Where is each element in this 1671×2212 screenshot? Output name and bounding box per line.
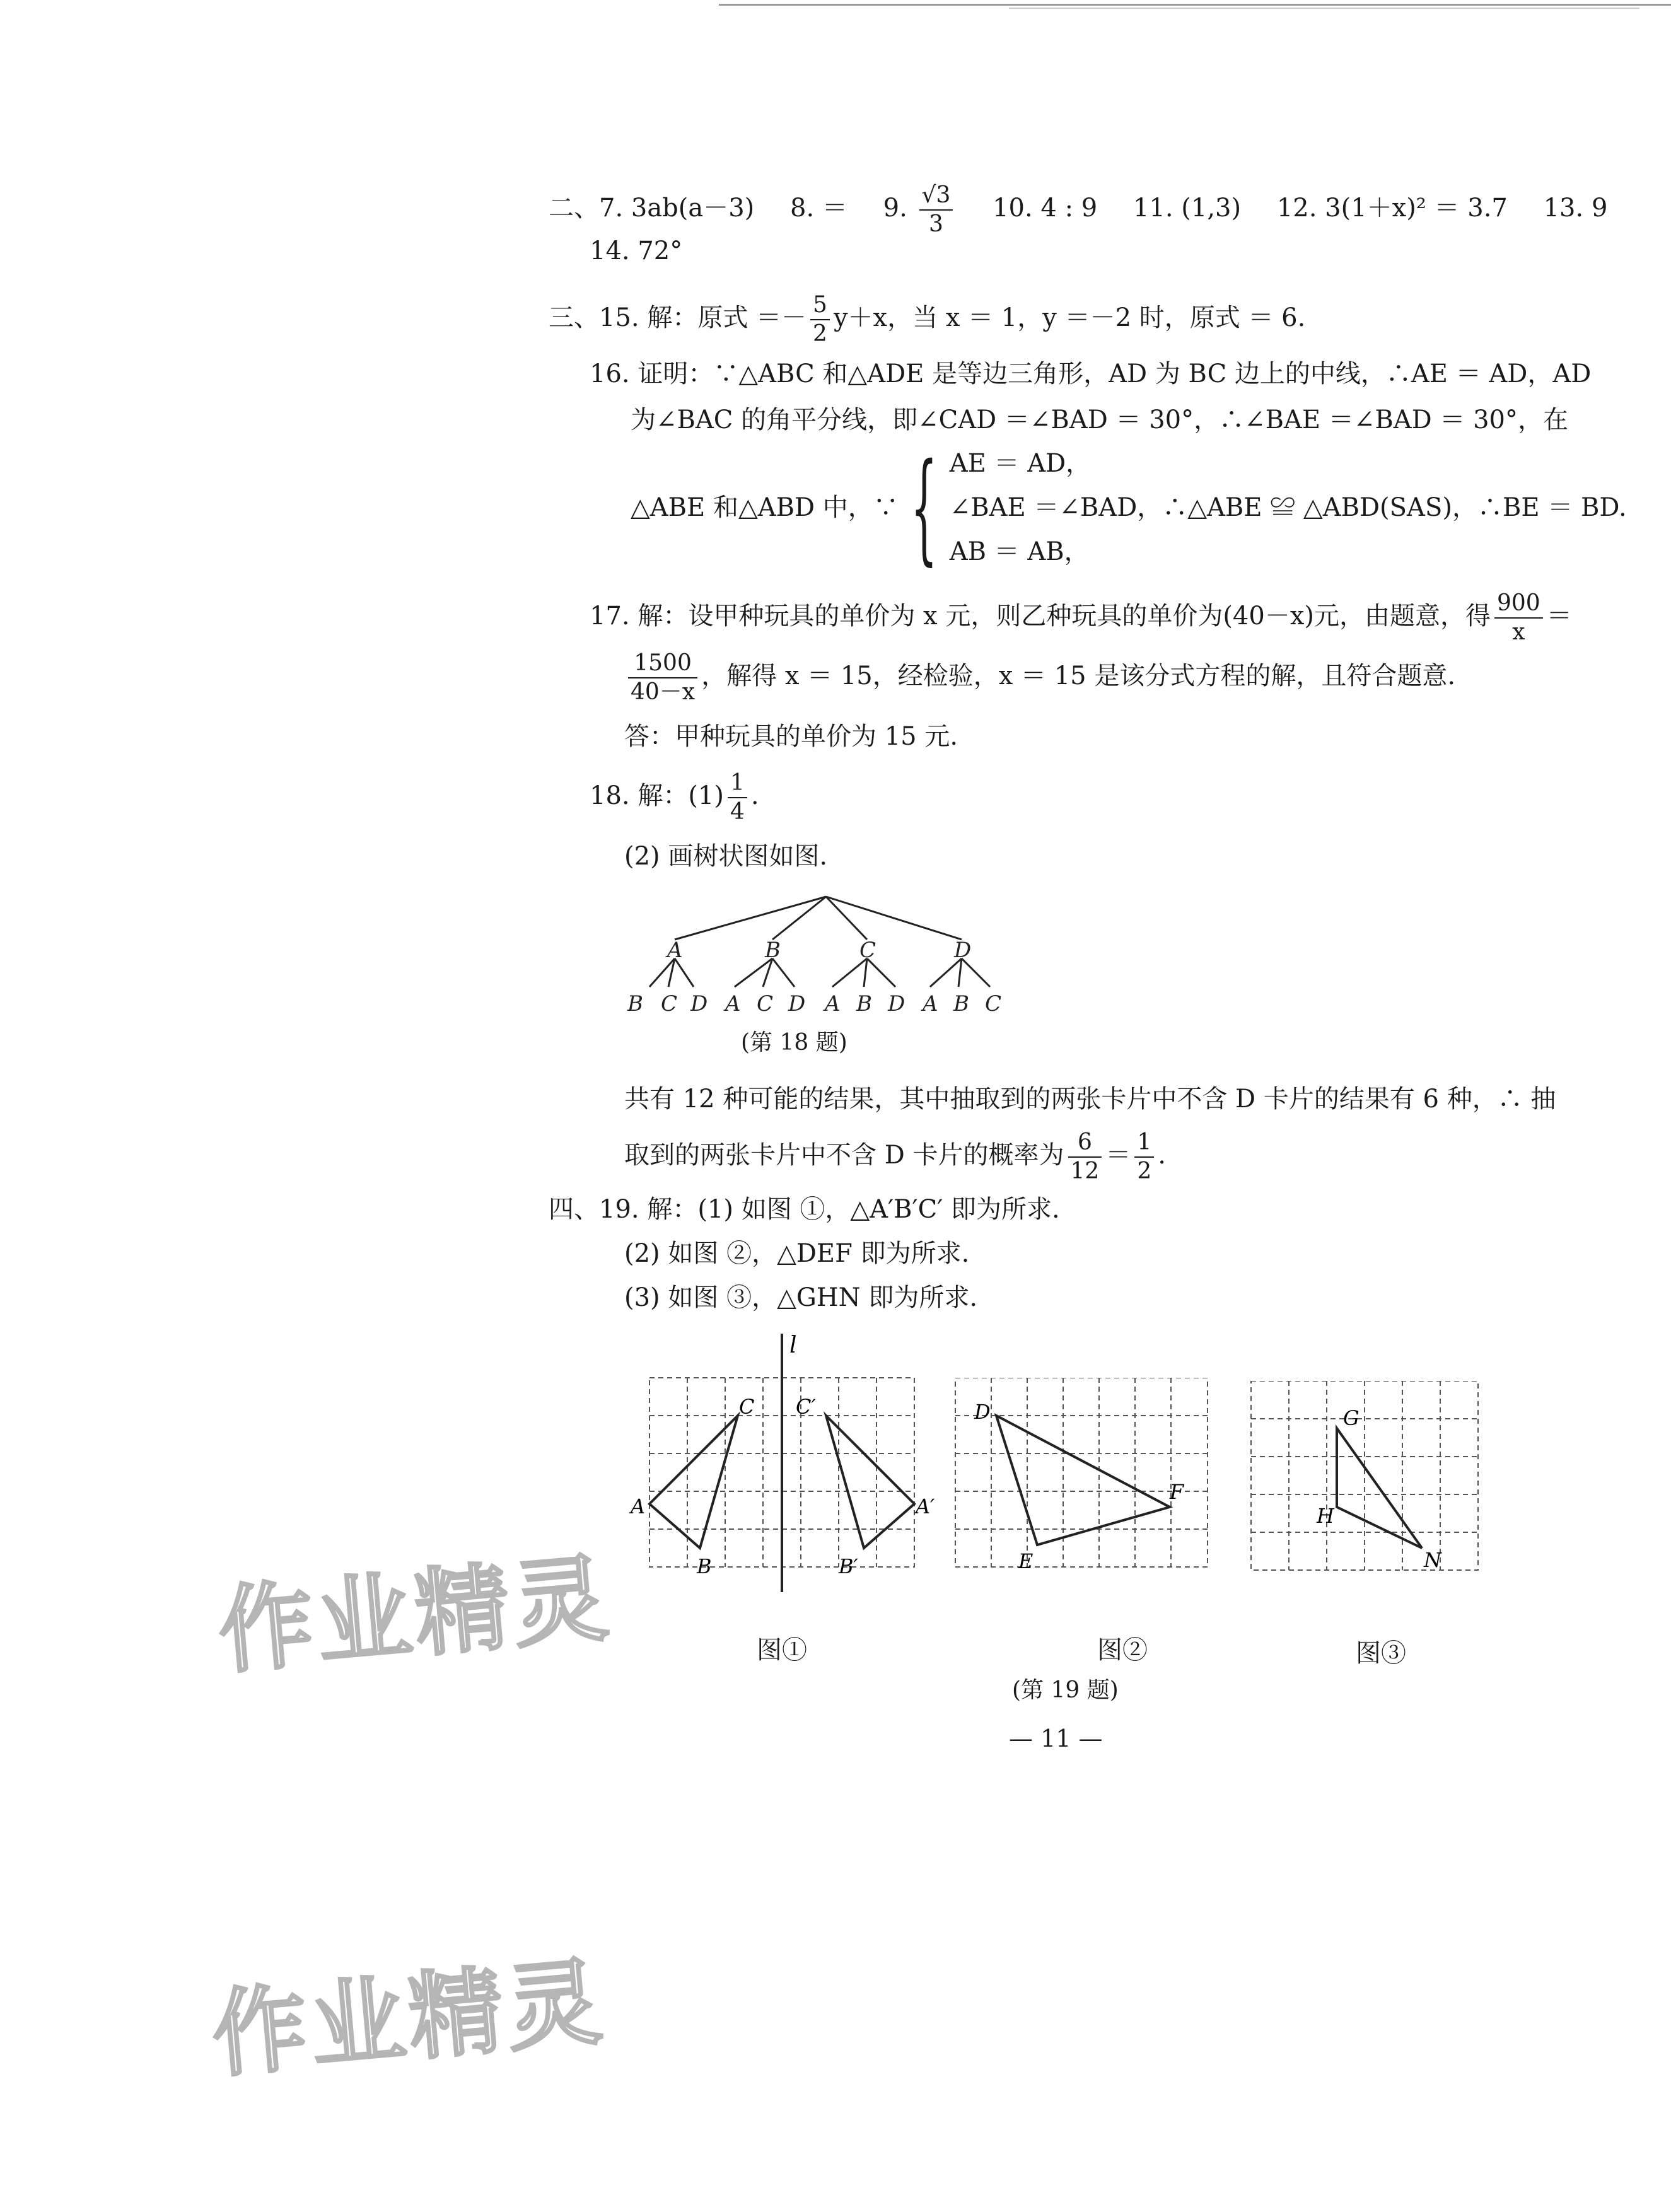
point-B-prime: B′ <box>839 1554 858 1578</box>
figure-2-label: 图② <box>1097 1636 1148 1665</box>
point-F: F <box>1170 1480 1184 1504</box>
q17-line-2: $\frac{1500}{40-x}$ ，解得 x ＝ 15，经检验，x ＝ 15 是该分式方程的解，且符合题意. <box>624 649 1455 706</box>
tree-diagram <box>605 883 1047 1028</box>
answer-13: 13. 9 <box>1543 194 1608 223</box>
figure-19-caption: (第 19 题) <box>1012 1677 1119 1703</box>
point-E: E <box>1018 1549 1033 1573</box>
answer-14: 14. 72° <box>590 236 683 265</box>
tree-leaf: C <box>985 991 1002 1016</box>
figure-18-caption: (第 18 题) <box>741 1030 847 1056</box>
answer-9-fraction: $\frac{√3}{3}$ <box>919 182 953 238</box>
point-N: N <box>1424 1548 1441 1572</box>
watermark-top: 作业精灵 <box>214 1544 616 1687</box>
point-A-prime: A′ <box>916 1494 935 1518</box>
q17-answer: 答：甲种玩具的单价为 15 元. <box>624 722 958 751</box>
figure-1-label: 图① <box>757 1636 807 1665</box>
brace-symbol: { <box>911 438 938 577</box>
q15-line: 三、15. 解：原式 ＝－ $\frac{5}{2}$ y＋x，当 x ＝ 1，y ＝－2 时，原式 ＝ 6. <box>549 292 1306 347</box>
point-D: D <box>974 1400 991 1424</box>
answer-10: 10. 4 : 9 <box>993 194 1098 223</box>
point-B: B <box>697 1554 712 1578</box>
q16-system-block: △ABE 和△ABD 中，∵ { AE ＝ AD， ∠BAE ＝∠BAD，∴△ABE ≌ △ABD(SAS)，∴BE ＝ BD. AB ＝ AB， <box>631 438 1627 577</box>
answer-12: 12. 3(1＋x)² ＝ 3.7 <box>1276 194 1508 223</box>
figure-1 <box>624 1327 952 1636</box>
scan-edge-line-2 <box>1009 8 1639 9</box>
q19-line-2: (2) 如图 ②，△DEF 即为所求. <box>624 1239 970 1268</box>
q18-result-line-1: 共有 12 种可能的结果，其中抽取到的两张卡片中不含 D 卡片的结果有 6 种，∴ 抽 <box>624 1085 1556 1114</box>
tree-leaf: A <box>923 991 938 1016</box>
figure-2-grid <box>955 1378 1208 1567</box>
tree-leaf: B <box>856 991 872 1016</box>
tree-node-B: B <box>765 938 781 963</box>
part2-answers-line <box>549 182 1607 238</box>
q18-part2: (2) 画树状图如图. <box>624 842 828 871</box>
tree-branches <box>649 897 990 987</box>
triangle-GHN <box>1337 1428 1422 1548</box>
figure-3 <box>1242 1381 1507 1595</box>
point-C-prime: C′ <box>796 1395 816 1419</box>
figure-2 <box>946 1378 1223 1592</box>
figure-3-grid <box>1251 1381 1478 1570</box>
q18-result-line-2: 取到的两张卡片中不含 D 卡片的概率为 $\frac{6}{12}$ ＝ $\frac{1}{2}$ . <box>624 1129 1166 1184</box>
point-A: A <box>631 1494 646 1518</box>
axis-label-l: l <box>789 1332 797 1358</box>
q18-part1: 18. 解：(1) $\frac{1}{4}$ . <box>590 770 759 825</box>
tree-leaf: C <box>661 991 678 1016</box>
answer-11: 11. (1,3) <box>1132 194 1242 223</box>
tree-leaf: B <box>627 991 643 1016</box>
scan-edge-line <box>719 4 1671 6</box>
watermark-bottom: 作业精灵 <box>207 1947 610 2091</box>
q19-line-1: 四、19. 解：(1) 如图 ①，△A′B′C′ 即为所求. <box>549 1195 1060 1224</box>
point-H: H <box>1317 1504 1334 1528</box>
tree-leaf: A <box>825 991 841 1016</box>
q16-line-2: 为∠BAC 的角平分线，即∠CAD ＝∠BAD ＝ 30°，∴∠BAE ＝∠BAD ＝ 30°，在 <box>631 405 1569 434</box>
figure-3-label: 图③ <box>1356 1639 1406 1668</box>
tree-node-A: A <box>667 938 683 963</box>
point-G: G <box>1343 1406 1360 1430</box>
tree-leaf: D <box>888 991 905 1016</box>
triangle-DEF <box>996 1416 1170 1545</box>
q16-line-1: 16. 证明：∵△ABC 和△ADE 是等边三角形，AD 为 BC 边上的中线，∴AE ＝ AD，AD <box>590 359 1592 388</box>
point-C: C <box>739 1395 755 1419</box>
tree-leaf: A <box>725 991 741 1016</box>
tree-leaf: B <box>953 991 969 1016</box>
tree-leaf: C <box>757 991 774 1016</box>
page-number: — 11 — <box>1009 1725 1103 1752</box>
tree-leaf: D <box>690 991 708 1016</box>
answer-9: 9. <box>883 194 907 223</box>
answer-7: 二、7. 3ab(a－3) <box>549 194 755 223</box>
tree-leaf: D <box>788 991 806 1016</box>
q17-line-1: 17. 解：设甲种玩具的单价为 x 元，则乙种玩具的单价为(40－x)元，由题意，得 $\frac{900}{x}$ ＝ <box>590 590 1572 645</box>
tree-node-D: D <box>954 938 972 963</box>
tree-node-C: C <box>859 938 876 963</box>
answer-8: 8. ＝ <box>790 194 847 223</box>
q19-line-3: (3) 如图 ③，△GHN 即为所求. <box>624 1283 978 1312</box>
